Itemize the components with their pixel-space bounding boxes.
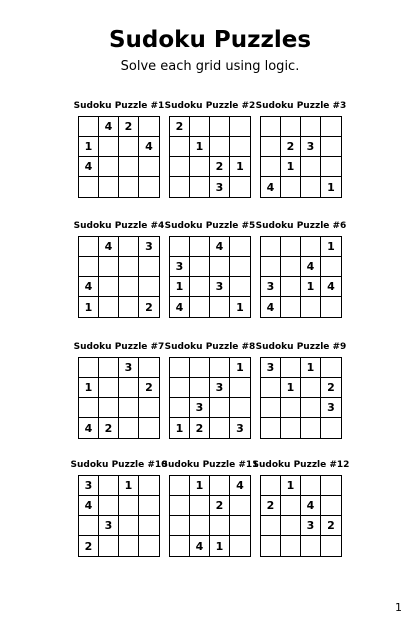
grid-cell	[119, 297, 139, 317]
grid-cell	[321, 297, 341, 317]
grid-cell	[119, 177, 139, 197]
grid-cell	[281, 117, 301, 137]
page-title: Sudoku Puzzles	[108, 27, 312, 53]
grid-cell: 1	[230, 157, 250, 177]
grid-cell: 1	[79, 297, 99, 317]
grid-cell: 2	[145, 300, 153, 314]
grid-cell	[79, 358, 99, 378]
grid-cell	[301, 536, 321, 556]
grid-cell	[99, 378, 119, 398]
grid-cell	[170, 398, 190, 418]
grid-cell	[261, 257, 281, 277]
grid-cell: 3	[210, 378, 230, 398]
grid-cell	[190, 117, 210, 137]
grid-cell	[119, 536, 139, 556]
grid-cell	[230, 257, 250, 277]
grid-cell: 4	[301, 257, 321, 277]
grid-cell	[190, 496, 210, 516]
grid-cell	[210, 358, 230, 378]
sudoku-grid	[169, 357, 251, 439]
grid-cell: 1	[236, 300, 244, 314]
grid-cell: 3	[210, 177, 230, 197]
grid-cell	[170, 476, 190, 496]
grid-cell: 4	[79, 418, 99, 438]
grid-cell: 1	[170, 277, 190, 297]
grid-cell: 4	[321, 277, 341, 297]
grid-cell	[139, 277, 159, 297]
puzzle-label: Sudoku Puzzle #8	[164, 342, 256, 352]
grid-cell	[261, 536, 281, 556]
grid-cell	[261, 117, 281, 137]
grid-cell	[139, 476, 159, 496]
grid-cell	[99, 157, 119, 177]
grid-cell	[119, 257, 139, 277]
grid-cell: 1	[190, 476, 210, 496]
grid-cell	[210, 117, 230, 137]
grid-cell	[190, 516, 210, 536]
grid-cell: 1	[190, 137, 210, 157]
grid-cell	[170, 378, 190, 398]
grid-cell	[230, 117, 250, 137]
grid-cell	[281, 277, 301, 297]
grid-cell	[79, 237, 99, 257]
grid-cell	[99, 277, 119, 297]
grid-cell	[119, 418, 139, 438]
grid-cell	[139, 157, 159, 177]
grid-cell	[301, 297, 321, 317]
grid-cell	[190, 157, 210, 177]
grid-cell: 2	[210, 157, 230, 177]
grid-cell	[119, 277, 139, 297]
grid-cell: 1	[301, 358, 321, 378]
puzzle-label: Sudoku Puzzle #11	[161, 460, 259, 470]
grid-cell: 2	[119, 117, 139, 137]
grid-cell	[210, 516, 230, 536]
sudoku-grid	[260, 236, 342, 318]
grid-cell	[281, 257, 301, 277]
grid-cell: 3	[99, 516, 119, 536]
puzzle-label: Sudoku Puzzle #12	[252, 460, 350, 470]
grid-cell	[261, 516, 281, 536]
grid-cell	[301, 476, 321, 496]
grid-cell	[170, 177, 190, 197]
grid-cell	[99, 398, 119, 418]
grid-cell	[190, 378, 210, 398]
grid-cell: 4	[79, 157, 99, 177]
grid-cell	[301, 418, 321, 438]
grid-cell: 2	[281, 137, 301, 157]
grid-cell	[230, 137, 250, 157]
grid-cell: 3	[321, 398, 341, 418]
grid-cell	[281, 358, 301, 378]
grid-cell	[321, 496, 341, 516]
grid-cell	[119, 237, 139, 257]
grid-cell	[139, 418, 159, 438]
grid-cell	[230, 277, 250, 297]
grid-cell: 4	[301, 496, 321, 516]
puzzle-label: Sudoku Puzzle #3	[255, 101, 347, 111]
grid-cell	[99, 536, 119, 556]
grid-cell	[139, 177, 159, 197]
grid-cell: 4	[170, 297, 190, 317]
grid-cell	[139, 358, 159, 378]
grid-cell: 3	[301, 516, 321, 536]
grid-cell	[79, 177, 99, 197]
grid-cell	[261, 378, 281, 398]
grid-cell	[79, 398, 99, 418]
grid-cell	[79, 257, 99, 277]
sudoku-grid	[78, 236, 160, 318]
grid-cell	[99, 476, 119, 496]
grid-cell: 4	[79, 277, 99, 297]
grid-cell	[210, 257, 230, 277]
grid-cell: 4	[99, 237, 119, 257]
sudoku-grid	[78, 357, 160, 439]
grid-cell	[170, 237, 190, 257]
sudoku-grid	[260, 116, 342, 198]
grid-cell: 3	[170, 257, 190, 277]
sudoku-grid	[260, 475, 342, 557]
grid-cell	[261, 157, 281, 177]
grid-cell	[301, 237, 321, 257]
grid-cell: 4	[139, 137, 159, 157]
grid-cell	[139, 398, 159, 418]
grid-cell: 2	[321, 378, 341, 398]
grid-cell	[281, 177, 301, 197]
puzzle-label: Sudoku Puzzle #2	[164, 101, 256, 111]
grid-cell: 1	[327, 180, 335, 194]
grid-cell	[261, 418, 281, 438]
grid-cell	[261, 398, 281, 418]
grid-cell	[230, 496, 250, 516]
grid-cell	[281, 496, 301, 516]
grid-cell	[190, 277, 210, 297]
grid-cell	[170, 516, 190, 536]
grid-cell: 4	[261, 297, 281, 317]
grid-cell: 2	[99, 418, 119, 438]
grid-cell: 3	[119, 358, 139, 378]
grid-cell: 4	[79, 496, 99, 516]
grid-cell: 2	[139, 378, 159, 398]
sudoku-grid	[169, 475, 251, 557]
grid-cell: 2	[170, 117, 190, 137]
grid-cell	[119, 157, 139, 177]
grid-cell	[230, 237, 250, 257]
grid-cell: 3	[261, 358, 281, 378]
grid-cell: 1	[281, 157, 301, 177]
grid-cell: 4	[261, 177, 281, 197]
grid-cell	[190, 297, 210, 317]
puzzle-label: Sudoku Puzzle #6	[255, 221, 347, 231]
grid-cell: 2	[321, 516, 341, 536]
grid-cell	[281, 398, 301, 418]
grid-cell: 2	[210, 496, 230, 516]
puzzle-label: Sudoku Puzzle #10	[70, 460, 168, 470]
grid-cell	[321, 157, 341, 177]
grid-cell	[99, 177, 119, 197]
grid-cell	[261, 476, 281, 496]
sudoku-grid	[78, 116, 160, 198]
page-subtitle: Solve each grid using logic.	[120, 59, 300, 74]
grid-cell	[139, 496, 159, 516]
grid-cell: 1	[119, 476, 139, 496]
grid-cell: 1	[281, 476, 301, 496]
grid-cell	[79, 117, 99, 137]
grid-cell	[210, 476, 230, 496]
grid-cell	[321, 358, 341, 378]
grid-cell	[281, 297, 301, 317]
grid-cell	[139, 536, 159, 556]
grid-cell	[230, 177, 250, 197]
grid-cell: 3	[301, 137, 321, 157]
grid-cell: 1	[79, 378, 99, 398]
grid-cell	[139, 257, 159, 277]
grid-cell	[119, 398, 139, 418]
puzzle-label: Sudoku Puzzle #9	[255, 342, 347, 352]
sudoku-grid	[169, 236, 251, 318]
grid-cell	[119, 137, 139, 157]
grid-cell	[99, 297, 119, 317]
grid-cell: 1	[281, 378, 301, 398]
grid-cell: 3	[139, 237, 159, 257]
grid-cell	[210, 398, 230, 418]
grid-cell: 1	[170, 418, 190, 438]
puzzle-label: Sudoku Puzzle #4	[73, 221, 165, 231]
grid-cell: 4	[230, 476, 250, 496]
grid-cell: 1	[230, 358, 250, 378]
grid-cell	[190, 257, 210, 277]
grid-cell	[301, 157, 321, 177]
grid-cell	[99, 257, 119, 277]
grid-cell: 4	[210, 237, 230, 257]
grid-cell	[321, 536, 341, 556]
grid-cell	[79, 516, 99, 536]
grid-cell: 4	[190, 536, 210, 556]
puzzle-label: Sudoku Puzzle #1	[73, 101, 165, 111]
grid-cell	[139, 516, 159, 536]
grid-cell	[321, 257, 341, 277]
grid-cell	[261, 137, 281, 157]
grid-cell	[139, 117, 159, 137]
puzzle-label: Sudoku Puzzle #7	[73, 342, 165, 352]
grid-cell	[170, 137, 190, 157]
puzzle-label: Sudoku Puzzle #5	[164, 221, 256, 231]
grid-cell: 2	[190, 418, 210, 438]
grid-cell: 3	[261, 277, 281, 297]
grid-cell: 2	[261, 496, 281, 516]
grid-cell	[119, 516, 139, 536]
grid-cell	[230, 536, 250, 556]
grid-cell: 1	[79, 137, 99, 157]
grid-cell	[170, 496, 190, 516]
grid-cell: 3	[210, 277, 230, 297]
grid-cell	[301, 177, 321, 197]
grid-cell	[119, 378, 139, 398]
grid-cell	[190, 358, 210, 378]
sudoku-grid	[260, 357, 342, 439]
grid-cell	[99, 358, 119, 378]
grid-cell	[210, 137, 230, 157]
grid-cell	[170, 157, 190, 177]
grid-cell	[301, 117, 321, 137]
grid-cell	[281, 418, 301, 438]
grid-cell	[170, 358, 190, 378]
grid-cell	[99, 137, 119, 157]
grid-cell: 3	[190, 398, 210, 418]
grid-cell: 1	[210, 536, 230, 556]
sudoku-grid	[169, 116, 251, 198]
grid-cell	[281, 536, 301, 556]
grid-cell	[281, 237, 301, 257]
page-number: 1	[395, 601, 402, 614]
grid-cell	[190, 177, 210, 197]
grid-cell: 1	[321, 237, 341, 257]
grid-cell: 2	[79, 536, 99, 556]
grid-cell: 3	[236, 421, 244, 435]
grid-cell	[230, 398, 250, 418]
grid-cell	[210, 297, 230, 317]
grid-cell	[321, 137, 341, 157]
grid-cell	[210, 418, 230, 438]
grid-cell	[119, 496, 139, 516]
grid-cell: 4	[99, 117, 119, 137]
grid-cell	[170, 536, 190, 556]
grid-cell	[321, 476, 341, 496]
grid-cell	[301, 378, 321, 398]
grid-cell	[321, 117, 341, 137]
grid-cell: 3	[79, 476, 99, 496]
grid-cell	[230, 516, 250, 536]
grid-cell	[301, 398, 321, 418]
grid-cell	[261, 237, 281, 257]
grid-cell: 1	[301, 277, 321, 297]
grid-cell	[281, 516, 301, 536]
grid-cell	[230, 378, 250, 398]
grid-cell	[321, 418, 341, 438]
grid-cell	[190, 237, 210, 257]
sudoku-grid	[78, 475, 160, 557]
grid-cell	[99, 496, 119, 516]
